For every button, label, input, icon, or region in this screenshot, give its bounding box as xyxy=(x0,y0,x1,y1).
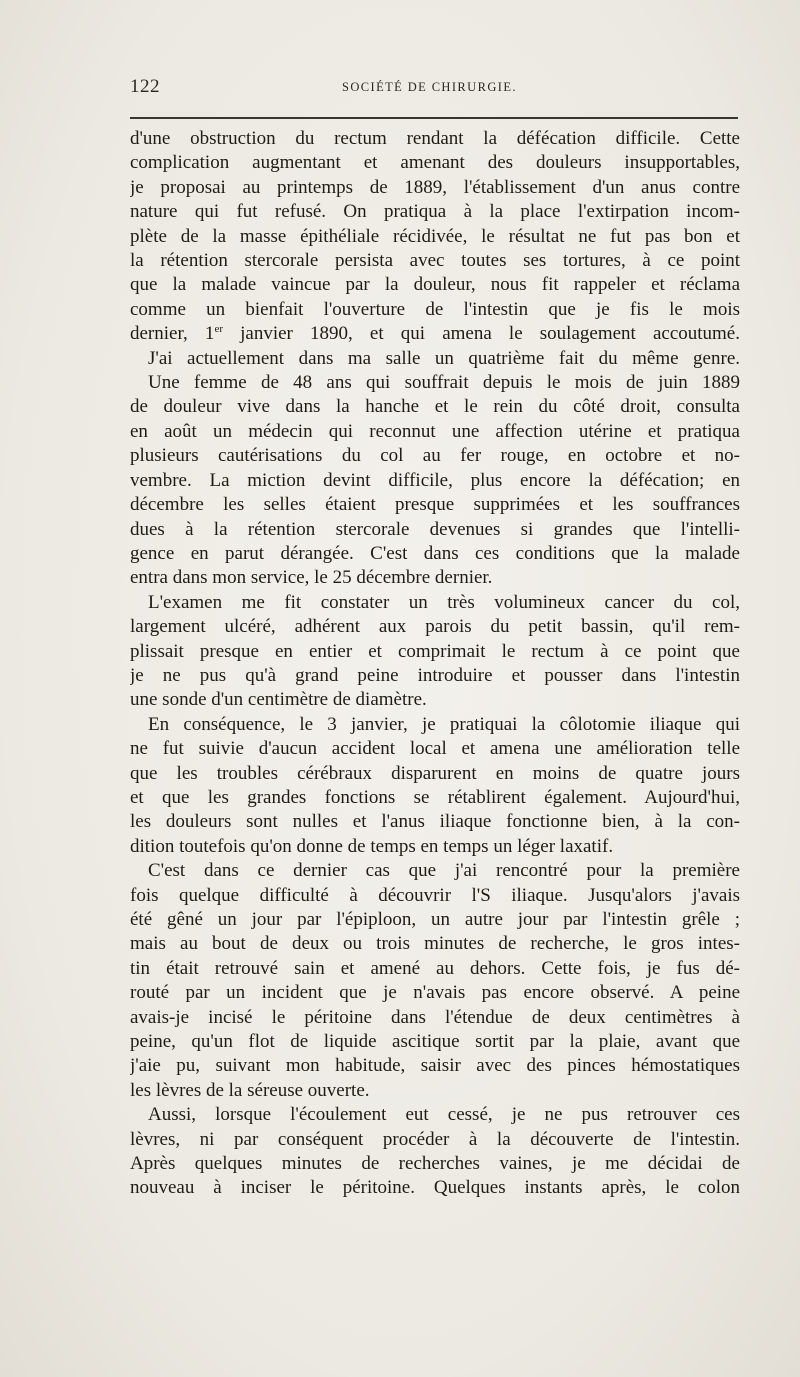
text-line: largement ulcéré, adhérent aux parois du petit bassin, qu'il rem- xyxy=(130,616,740,638)
paragraph xyxy=(130,347,740,371)
text-line: je ne pus qu'à grand peine introduire et pousser dans l'intestin xyxy=(130,664,740,686)
text-line: dernier, 1er janvier 1890, et qui amena le soulagement accoutumé. xyxy=(130,323,740,345)
paragraph xyxy=(130,859,740,1103)
text-line: je proposai au printemps de 1889, l'établissement d'un anus contre xyxy=(130,176,740,198)
text-line: les douleurs sont nulles et l'anus iliaque fonctionne bien, à la con- xyxy=(130,811,740,833)
text-line: plète de la masse épithéliale récidivée, le résultat ne fut pas bon et xyxy=(130,225,740,247)
text-line: en août un médecin qui reconnut une affection utérine et pratiqua xyxy=(130,420,740,442)
text-line: dues à la rétention stercorale devenues si grandes que l'intelli- xyxy=(130,518,740,540)
text-line: nouveau à inciser le péritoine. Quelques instants après, le colon xyxy=(130,1177,740,1199)
paragraph xyxy=(130,371,740,591)
paragraph xyxy=(130,1103,740,1201)
text-line: entra dans mon service, le 25 décembre dernier. xyxy=(130,567,493,589)
text-line: C'est dans ce dernier cas que j'ai rencontré pour la première xyxy=(148,860,740,882)
page-number: 122 xyxy=(130,76,160,97)
text-line: plusieurs cautérisations du col au fer rouge, en octobre et no- xyxy=(130,445,740,467)
text-line: les lèvres de la séreuse ouverte. xyxy=(130,1079,370,1101)
text-line: gence en parut dérangée. C'est dans ces conditions que la malade xyxy=(130,542,740,564)
text-line: que la malade vaincue par la douleur, nous fit rappeler et réclama xyxy=(130,274,740,296)
text-line: avais-je incisé le péritoine dans l'étendue de deux centimètres à xyxy=(130,1006,740,1028)
text-line: nature qui fut refusé. On pratiqua à la place l'extirpation incom- xyxy=(130,201,740,223)
text-line: de douleur vive dans la hanche et le rein du côté droit, consulta xyxy=(130,396,740,418)
text-line: la rétention stercorale persista avec toutes ses tortures, à ce point xyxy=(130,250,740,272)
text-line: Une femme de 48 ans qui souffrait depuis le mois de juin 1889 xyxy=(148,372,740,394)
text-line: plissait presque en entier et comprimait le rectum à ce point que xyxy=(130,640,740,662)
text-line: comme un bienfait l'ouverture de l'intestin que je fis le mois xyxy=(130,298,740,320)
text-line: J'ai actuellement dans ma salle un quatrième fait du même genre. xyxy=(148,347,740,369)
running-title: SOCIÉTÉ DE CHIRURGIE. xyxy=(342,80,517,94)
text-line: été gêné un jour par l'épiploon, un autre jour par l'intestin grêle ; xyxy=(130,909,740,930)
page-header xyxy=(130,76,738,102)
text-line: ne fut suivie d'aucun accident local et amena une amélioration telle xyxy=(130,738,740,760)
paragraph xyxy=(130,127,740,347)
text-line: Aussi, lorsque l'écoulement eut cessé, je ne pus retrouver ces xyxy=(148,1104,740,1126)
text-line: Après quelques minutes de recherches vaines, je me décidai de xyxy=(130,1153,740,1175)
text-line: L'examen me fit constater un très volumineux cancer du col, xyxy=(148,591,740,613)
text-line: que les troubles cérébraux disparurent en moins de quatre jours xyxy=(130,762,740,784)
paragraph xyxy=(130,591,740,713)
text-line: routé par un incident que je n'avais pas encore observé. A peine xyxy=(130,982,740,1004)
text-line: mais au bout de deux ou trois minutes de recherche, le gros intes- xyxy=(130,933,740,955)
text-line: j'aie pu, suivant mon habitude, saisir avec des pinces hémostatiques xyxy=(130,1055,740,1077)
text-line: dition toutefois qu'on donne de temps en temps un léger laxatif. xyxy=(130,835,614,857)
header-rule xyxy=(130,117,738,119)
text-line: lèvres, ni par conséquent procéder à la découverte de l'intestin. xyxy=(130,1128,740,1150)
text-line: tin était retrouvé sain et amené au dehors. Cette fois, je fus dé- xyxy=(130,957,740,979)
text-line: fois quelque difficulté à découvrir l'S iliaque. Jusqu'alors j'avais xyxy=(130,884,740,906)
paragraph xyxy=(130,713,740,859)
text-line: complication augmentant et amenant des douleurs insupportables, xyxy=(130,152,740,174)
text-line: d'une obstruction du rectum rendant la défécation difficile. Cette xyxy=(130,128,740,149)
text-line: vembre. La miction devint difficile, plus encore la défécation; en xyxy=(130,469,740,491)
text-line: une sonde d'un centimètre de diamètre. xyxy=(130,689,427,711)
text-line: et que les grandes fonctions se rétablirent également. Aujourd'hui, xyxy=(130,786,740,808)
body-text xyxy=(130,127,740,1201)
text-line: peine, qu'un flot de liquide ascitique sortit par la plaie, avant que xyxy=(130,1031,740,1053)
text-line: En conséquence, le 3 janvier, je pratiquai la côlotomie iliaque qui xyxy=(148,713,740,735)
text-line: décembre les selles étaient presque supprimées et les souffrances xyxy=(130,494,740,516)
